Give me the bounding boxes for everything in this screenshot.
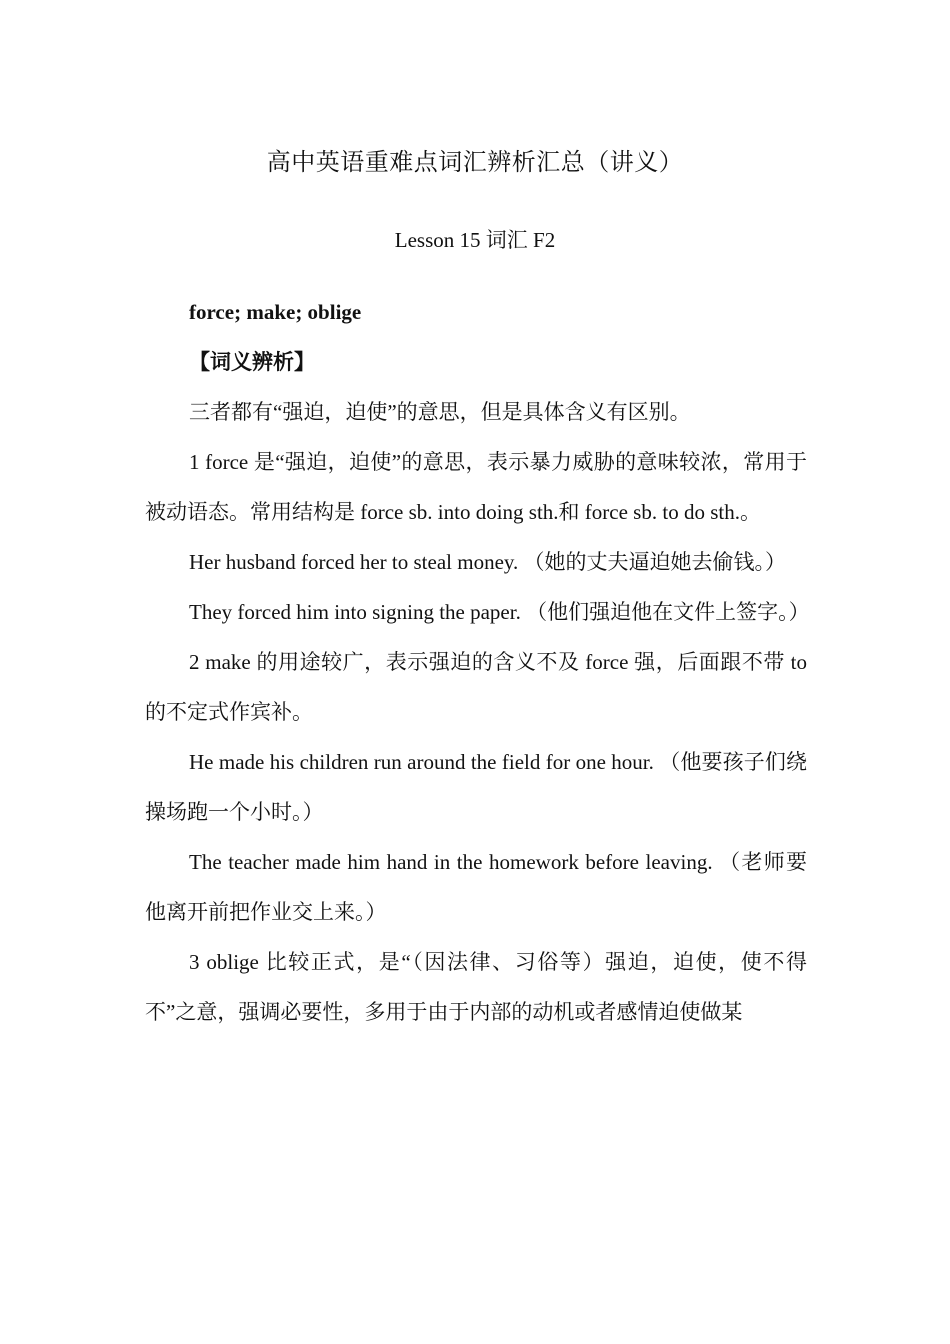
force-example-1: Her husband forced her to steal money. （她的丈夫逼迫她去偷钱。）	[189, 550, 787, 574]
intro-paragraph: 三者都有“强迫，迫使”的意思，但是具体含义有区别。	[189, 400, 691, 424]
document-body	[145, 287, 810, 1037]
make-example-2: The teacher made him hand in the homework before leaving. （老师要他离开前把作业交上来。）	[145, 850, 807, 924]
force-explanation: 1 force 是“强迫，迫使”的意思，表示暴力威胁的意味较浓，常用于被动语态。常用结构是 force sb. into doing sth.和 force sb. to do sth.。	[145, 450, 807, 524]
make-explanation: 2 make 的用途较广，表示强迫的含义不及 force 强，后面跟不带 to 的不定式作宾补。	[145, 650, 807, 724]
word-list-heading: force; make; oblige	[189, 300, 362, 324]
oblige-explanation: 3 oblige 比较正式，是“（因法律、习俗等）强迫，迫使，使不得不”之意，强调必要性，多用于由于内部的动机或者感情迫使做某	[145, 950, 807, 1024]
force-example-2: They forced him into signing the paper. （他们强迫他在文件上签字。）	[189, 600, 810, 624]
section-heading: 【词义辨析】	[189, 350, 315, 374]
make-example-1: He made his children run around the field for one hour. （他要孩子们绕操场跑一个小时。）	[145, 750, 807, 824]
document-title: 高中英语重难点词汇辨析汇总（讲义）	[266, 150, 684, 176]
lesson-subtitle: Lesson 15 词汇 F2	[394, 228, 556, 252]
